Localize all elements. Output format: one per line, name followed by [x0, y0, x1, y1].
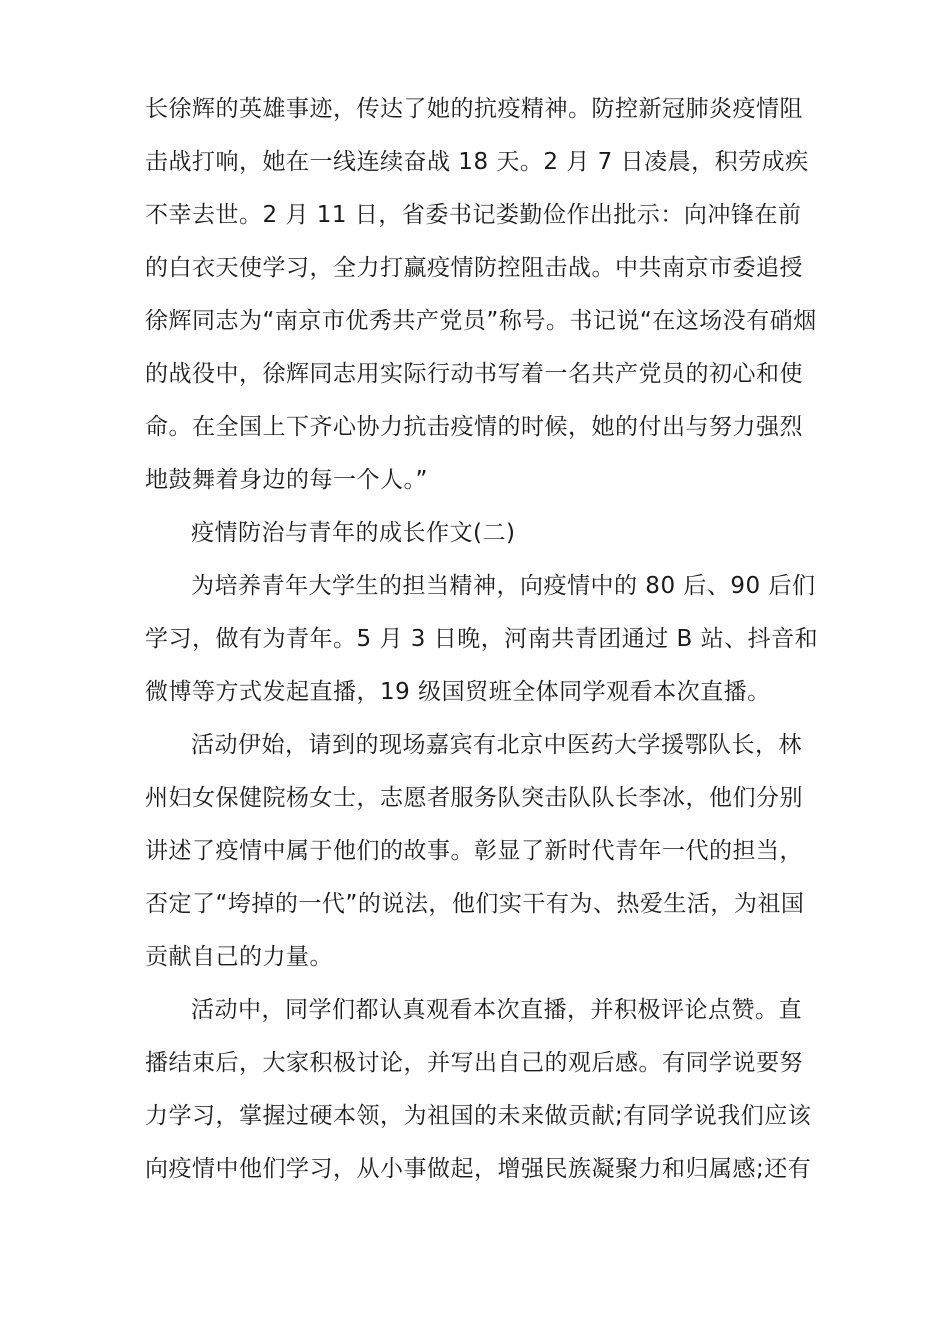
- text-line: 州妇女保健院杨女士，志愿者服务队突击队队长李冰，他们分别: [145, 785, 803, 811]
- text-line: 微博等方式发起直播，19 级国贸班全体同学观看本次直播。: [145, 679, 771, 705]
- text-line: 学习，做有为青年。5 月 3 日晚，河南共青团通过 B 站、抖音和: [145, 626, 819, 652]
- section-heading: 疫情防治与青年的成长作文(二): [191, 520, 516, 546]
- text-line: 命。在全国上下齐心协力抗击疫情的时候，她的付出与努力强烈: [145, 414, 803, 440]
- text-line: 为培养青年大学生的担当精神，向疫情中的 80 后、90 后们: [191, 573, 816, 599]
- text-line: 的战役中，徐辉同志用实际行动书写着一名共产党员的初心和使: [145, 361, 803, 387]
- text-line: 贡献自己的力量。: [145, 944, 333, 970]
- text-line: 的白衣天使学习，全力打赢疫情防控阻击战。中共南京市委追授: [145, 255, 803, 281]
- text-line: 击战打响，她在一线连续奋战 18 天。2 月 7 日凌晨，积劳成疾: [145, 149, 809, 175]
- text-line: 否定了“垮掉的一代”的说法，他们实干有为、热爱生活，为祖国: [145, 891, 805, 917]
- text-line: 不幸去世。2 月 11 日，省委书记娄勤俭作出批示：向冲锋在前: [145, 202, 802, 228]
- text-line: 徐辉同志为“南京市优秀共产党员”称号。书记说“在这场没有硝烟: [145, 308, 817, 334]
- text-line: 长徐辉的英雄事迹，传达了她的抗疫精神。防控新冠肺炎疫情阻: [145, 96, 803, 122]
- text-line: 播结束后，大家积极讨论，并写出自己的观后感。有同学说要努: [145, 1050, 803, 1076]
- text-line: 讲述了疫情中属于他们的故事。彰显了新时代青年一代的担当，: [145, 838, 803, 864]
- text-line: 活动中，同学们都认真观看本次直播，并积极评论点赞。直: [191, 997, 802, 1023]
- text-line: 向疫情中他们学习，从小事做起，增强民族凝聚力和归属感;还有: [145, 1156, 812, 1182]
- text-line: 活动伊始，请到的现场嘉宾有北京中医药大学援鄂队长，林: [191, 732, 802, 758]
- text-line: 力学习，掌握过硬本领，为祖国的未来做贡献;有同学说我们应该: [145, 1103, 812, 1129]
- text-line: 地鼓舞着身边的每一个人。”: [145, 467, 428, 493]
